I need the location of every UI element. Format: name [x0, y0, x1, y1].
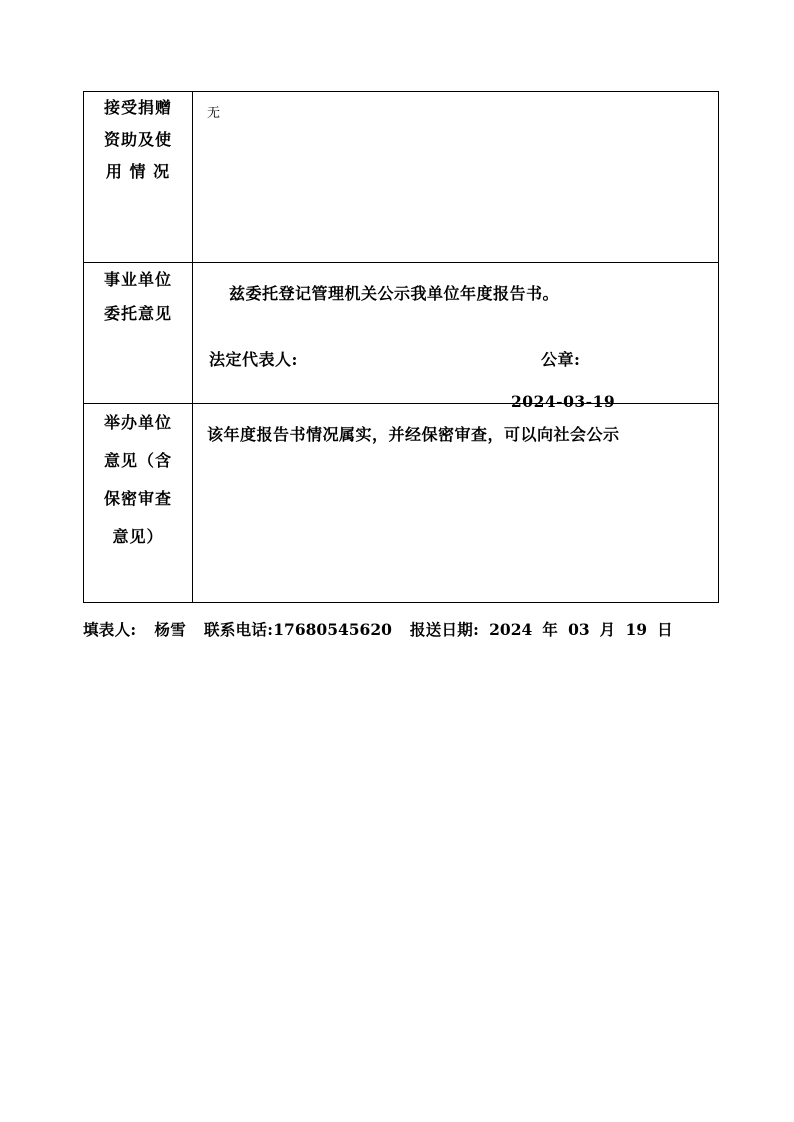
row-label-donation — [84, 92, 193, 263]
row-label-donation-line-1: 接受捐赠 — [103, 98, 172, 117]
legal-representative-label: 法定代表人: — [209, 350, 298, 369]
row-label-host-line-2: 意见（含 — [103, 451, 172, 470]
form-footer — [83, 618, 783, 640]
table-row-host-opinion — [84, 404, 719, 603]
submit-year: 2024 — [489, 620, 533, 639]
entrust-statement: 兹委托登记管理机关公示我单位年度报告书。 — [229, 284, 560, 303]
row-content-donation: 无 — [193, 92, 719, 263]
submit-day-unit: 日 — [657, 620, 673, 639]
table-row-donation — [84, 92, 719, 263]
phone-value: 17680545620 — [273, 620, 392, 639]
row-content-host-opinion: 该年度报告书情况属实，并经保密审查，可以向社会公示 — [193, 404, 719, 603]
row-label-entrust-line-1: 事业单位 — [103, 270, 172, 289]
row-label-donation-line-2: 资助及使 — [103, 130, 172, 149]
row-label-entrust — [84, 263, 193, 404]
official-seal-label: 公章: — [541, 350, 581, 369]
submit-month: 03 — [568, 620, 590, 639]
row-label-host-line-4: 意见） — [112, 527, 164, 546]
row-label-host-line-1: 举办单位 — [103, 413, 172, 432]
row-content-entrust — [193, 263, 719, 411]
row-label-host-opinion — [84, 404, 193, 603]
submit-month-unit: 月 — [599, 620, 616, 639]
phone-label: 联系电话: — [204, 620, 274, 639]
submit-year-unit: 年 — [542, 620, 559, 639]
row-label-host-line-3: 保密审查 — [103, 489, 172, 508]
annual-report-form-table — [83, 91, 719, 603]
row-label-donation-line-3: 用 情 况 — [105, 162, 171, 181]
row-label-entrust-line-2: 委托意见 — [103, 304, 172, 323]
entrust-date: 2024-03-19 — [511, 392, 616, 411]
filler-label: 填表人: — [83, 620, 137, 639]
submit-date-label: 报送日期: — [409, 620, 480, 639]
filler-value: 杨雪 — [154, 620, 187, 639]
submit-day: 19 — [625, 620, 648, 639]
table-row-entrust — [84, 263, 719, 404]
